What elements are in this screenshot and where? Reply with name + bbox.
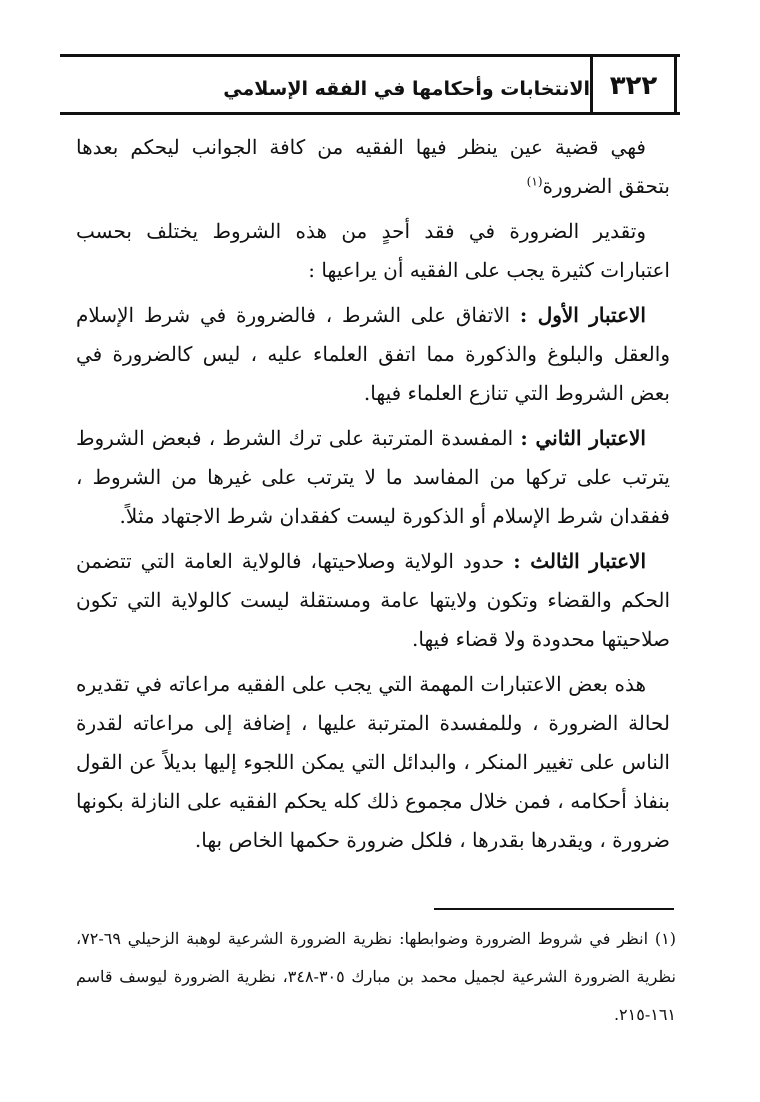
paragraph-1-text: فهي قضية عين ينظر فيها الفقيه من كافة الجوانب ليحكم بعدها بتحقق الضرورة	[76, 135, 670, 198]
page-number-box	[590, 56, 677, 115]
footnote-marker: (١)	[526, 174, 543, 189]
consideration-2-heading: الاعتبار الثاني :	[520, 426, 646, 450]
paragraph-5	[76, 542, 670, 659]
header-bottom-rule	[60, 112, 680, 115]
consideration-3-text: حدود الولاية وصلاحيتها، فالولاية العامة التي تتضمن الحكم والقضاء وتكون ولايتها عامة ومستقلة ليست كالولاية التي تكون صلاحيتها محدودة ولا قضاء فيها.	[76, 549, 670, 651]
consideration-1-heading: الاعتبار الأول :	[519, 303, 646, 327]
footnote-separator	[434, 908, 674, 910]
page-number: ٣٢٢	[609, 70, 658, 101]
main-text	[76, 128, 670, 866]
paragraph-2: وتقدير الضرورة في فقد أحدٍ من هذه الشروط يختلف بحسب اعتبارات كثيرة يجب على الفقيه أن يراعيها :	[76, 219, 670, 282]
paragraph-3	[76, 296, 670, 413]
consideration-2-text: المفسدة المترتبة على ترك الشرط ، فبعض الشروط يترتب على تركها من المفاسد ما لا يترتب على غيرها من الشروط ، ففقدان شرط الإسلام أو الذكورة ليست كفقدان شرط الاجتهاد مثلاً.	[76, 426, 670, 528]
header-top-rule	[60, 54, 680, 57]
paragraph-4	[76, 419, 670, 536]
consideration-3-heading: الاعتبار الثالث :	[513, 549, 646, 573]
consideration-1-text: الاتفاق على الشرط ، فالضرورة في شرط الإسلام والعقل والبلوغ والذكورة مما اتفق العلماء عليه ، ليس كالضرورة في بعض الشروط التي تنازع العلماء فيها.	[76, 303, 670, 405]
footnote	[76, 920, 676, 1034]
running-header-title: الانتخابات وأحكامها في الفقه الإسلامي	[223, 78, 590, 100]
footnote-text: (١) انظر في شروط الضرورة وضوابطها: نظرية الضرورة الشرعية لوهبة الزحيلي ٦٩-٧٢، نظرية الضرورة الشرعية لجميل محمد بن مبارك ٣٠٥-٣٤٨، نظرية الضرورة ليوسف قاسم ١٦١-٢١٥.	[76, 929, 676, 1024]
paragraph-1	[76, 128, 670, 206]
paragraph-6: هذه بعض الاعتبارات المهمة التي يجب على الفقيه مراعاته في تقديره لحالة الضرورة ، وللمفسدة المترتبة عليها ، إضافة إلى مراعاته لقدرة الناس على تغيير المنكر ، والبدائل التي يمكن اللجوء إليها بديلاً عن القول بنفاذ أحكامه ، فمن خلال مجموع ذلك كله يحكم الفقيه على النازلة بكونها ضرورة ، ويقدرها بقدرها ، فلكل ضرورة حكمها الخاص بها.	[76, 672, 670, 852]
